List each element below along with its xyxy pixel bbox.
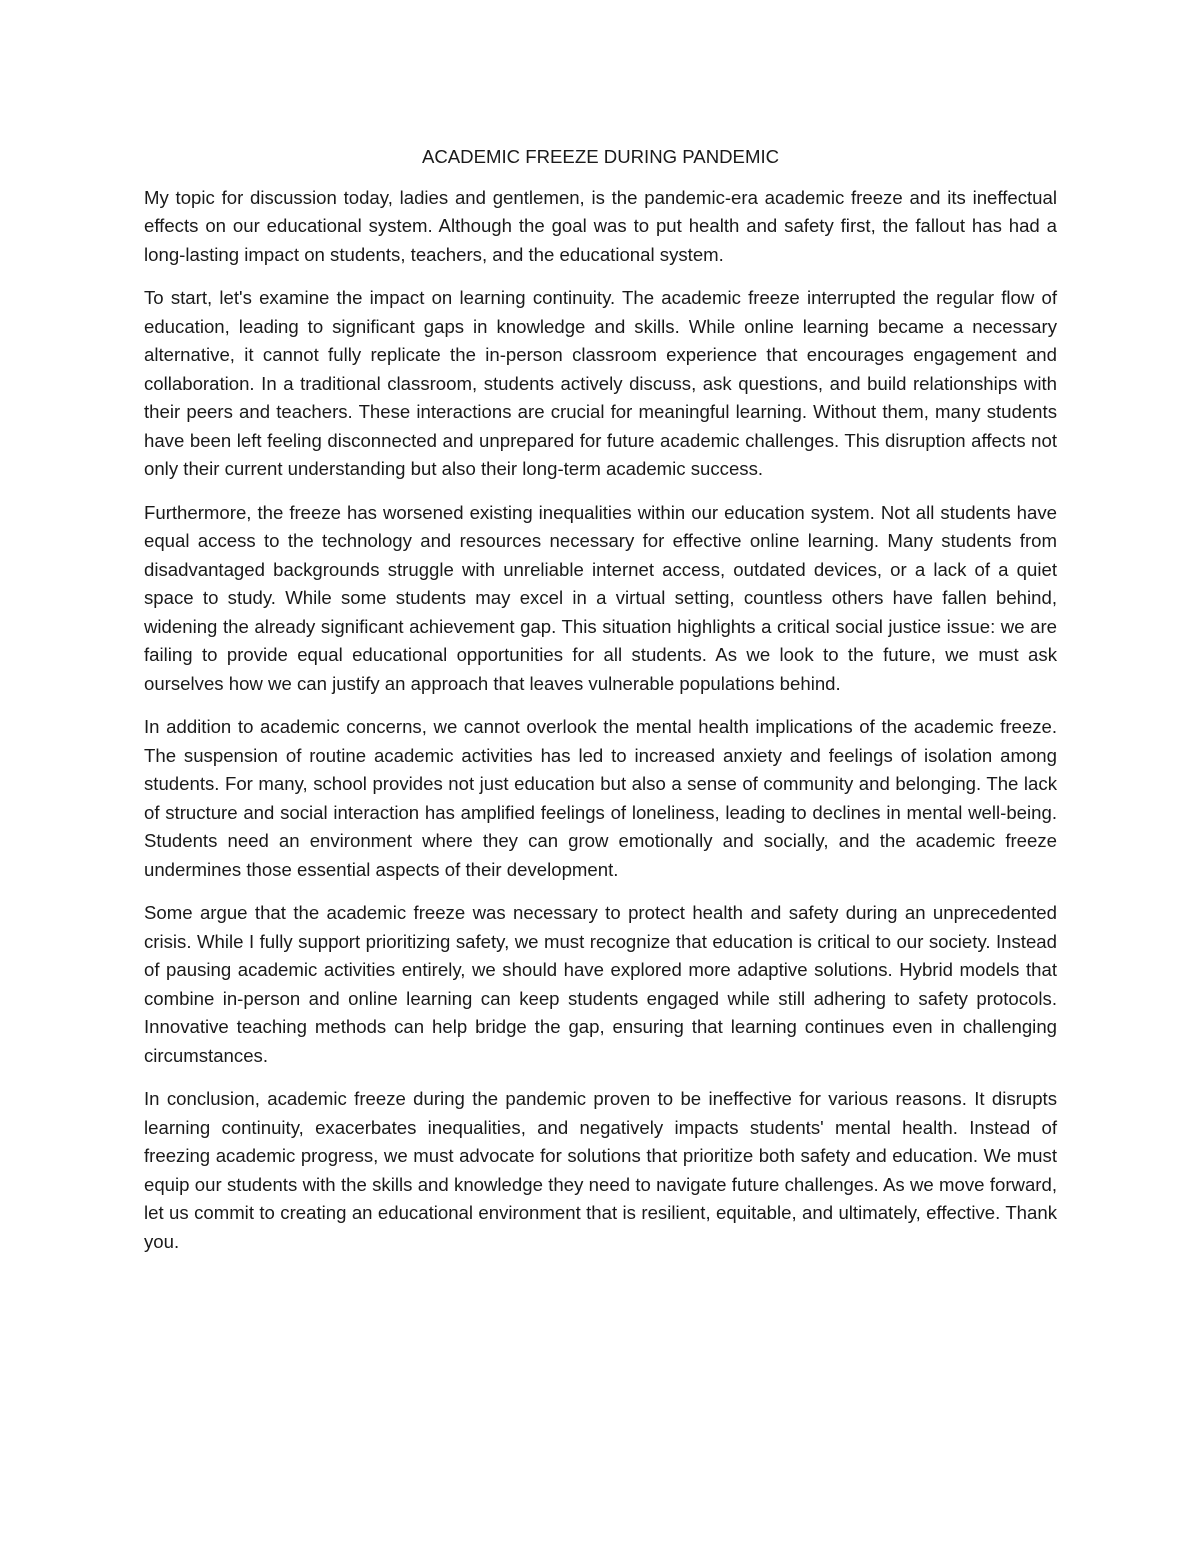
paragraph-inequalities: Furthermore, the freeze has worsened existing inequalities within our education system. Not all students have equal access to the technology and resources necessary for effective online learning. Many students from disadvantaged backgrounds struggle with unreliable internet access, outdated devices, or a lack of a quiet space to study. While some students may excel in a virtual setting, countless others have fallen behind, widening the already significant achievement gap. This situation highlights a critical social justice issue: we are failing to provide equal educational opportunities for all students. As we look to the future, we must ask ourselves how we can justify an approach that leaves vulnerable populations behind. (144, 501, 1057, 694)
paragraph-mental-health: In addition to academic concerns, we cannot overlook the mental health implications of the academic freeze. The suspension of routine academic activities has led to increased anxiety and feelings of isolation among students. For many, school provides not just education but also a sense of community and belonging. The lack of structure and social interaction has amplified feelings of loneliness, leading to declines in mental well-being. Students need an environment where they can grow emotionally and socially, and the academic freeze undermines those essential aspects of their development. (144, 716, 1057, 880)
paragraph-learning-continuity: To start, let's examine the impact on learning continuity. The academic freeze interrupted the regular flow of education, leading to significant gaps in knowledge and skills. While online learning became a necessary alternative, it cannot fully replicate the in-person classroom experience that encourages engagement and collaboration. In a traditional classroom, students actively discuss, ask questions, and build relationships with their peers and teachers. These interactions are crucial for meaningful learning. Without them, many students have been left feeling disconnected and unprepared for future academic challenges. This disruption affects not only their current understanding but also their long-term academic success. (144, 287, 1057, 479)
paragraph-introduction: My topic for discussion today, ladies and gentlemen, is the pandemic-era academic freeze and its ineffectual effects on our educational system. Although the goal was to put health and safety first, the fallout has had a long-lasting impact on students, teachers, and the educational system. (144, 186, 1057, 265)
paragraph-conclusion: In conclusion, academic freeze during the pandemic proven to be ineffective for various reasons. It disrupts learning continuity, exacerbates inequalities, and negatively impacts students' mental health. Instead of freezing academic progress, we must advocate for solutions that prioritize both safety and education. We must equip our students with the skills and knowledge they need to navigate future challenges. As we move forward, let us commit to creating an educational environment that is resilient, equitable, and ultimately, effective. Thank you. (144, 1088, 1057, 1252)
document-page (144, 143, 1057, 1271)
paragraph-counterargument: Some argue that the academic freeze was necessary to protect health and safety during an unprecedented crisis. While I fully support prioritizing safety, we must recognize that education is critical to our society. Instead of pausing academic activities entirely, we should have explored more adaptive solutions. Hybrid models that combine in-person and online learning can keep students engaged while still adhering to safety protocols. Innovative teaching methods can help bridge the gap, ensuring that learning continues even in challenging circumstances. (144, 902, 1057, 1066)
document-title: ACADEMIC FREEZE DURING PANDEMIC (421, 146, 780, 167)
